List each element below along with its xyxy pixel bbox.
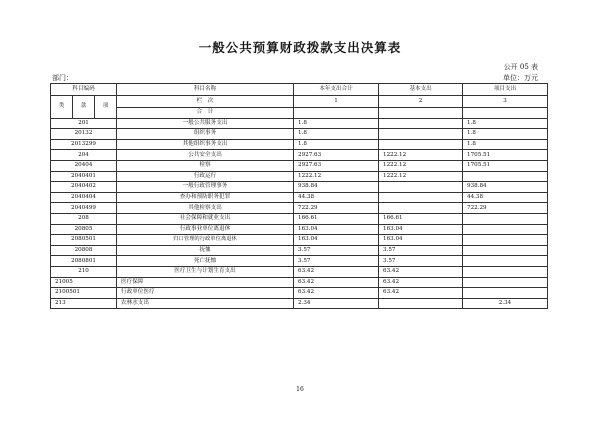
row-total: 44.38 — [294, 192, 379, 203]
header-col3: 3 — [463, 96, 548, 108]
row-total: 1.8 — [294, 129, 379, 140]
row-project — [463, 277, 548, 288]
table-row — [51, 150, 548, 161]
expenditure-table — [50, 83, 548, 309]
row-name: 其他检察支出 — [117, 203, 294, 214]
row-total: 3.57 — [294, 256, 379, 267]
row-basic: 163.04 — [379, 235, 463, 246]
header-heji: 合 计 — [117, 108, 294, 119]
row-name: 医疗卫生与计划生育支出 — [117, 266, 294, 277]
row-project — [463, 213, 548, 224]
header-basic: 基本支出 — [379, 84, 463, 96]
table-row — [51, 171, 548, 182]
row-total: 1222.12 — [294, 171, 379, 182]
page-title: 一般公共预算财政拨款支出决算表 — [198, 40, 402, 55]
table-row — [51, 235, 548, 246]
row-basic — [379, 192, 463, 203]
row-project: 44.38 — [463, 192, 548, 203]
table-row — [51, 266, 548, 277]
row-name: 行政运行 — [117, 171, 294, 182]
header-xiang: 项 — [95, 96, 117, 119]
page-number: 16 — [296, 386, 304, 393]
header-project: 项目支出 — [463, 84, 548, 96]
table-row — [51, 139, 548, 150]
row-name: 公共安全支出 — [117, 150, 294, 161]
row-project — [463, 245, 548, 256]
row-project: 722.29 — [463, 203, 548, 214]
row-project: 1.8 — [463, 129, 548, 140]
row-total: 163.04 — [294, 224, 379, 235]
row-code: 213 — [51, 298, 117, 309]
row-code: 2080501 — [51, 235, 117, 246]
row-basic — [379, 182, 463, 193]
row-code: 2100501 — [51, 288, 117, 299]
row-code: 201 — [51, 118, 117, 129]
table-row — [51, 182, 548, 193]
row-project: 1.8 — [463, 139, 548, 150]
row-total: 163.04 — [294, 235, 379, 246]
row-total: 1.8 — [294, 118, 379, 129]
row-name: 组织事务 — [117, 129, 294, 140]
row-project: 938.84 — [463, 182, 548, 193]
row-project — [463, 266, 548, 277]
row-basic — [379, 298, 463, 309]
row-basic: 163.04 — [379, 224, 463, 235]
row-total: 722.29 — [294, 203, 379, 214]
row-total: 3.57 — [294, 245, 379, 256]
row-project: 1705.51 — [463, 160, 548, 171]
table-row — [51, 203, 548, 214]
table-row — [51, 224, 548, 235]
row-total: 1.8 — [294, 139, 379, 150]
table-row — [51, 256, 548, 267]
row-code: 20805 — [51, 224, 117, 235]
row-code: 20808 — [51, 245, 117, 256]
header-total: 本年支出合计 — [294, 84, 379, 96]
unit-label: 单位：万元 — [503, 74, 538, 82]
row-basic — [379, 203, 463, 214]
row-code: 210 — [51, 266, 117, 277]
row-basic: 63.42 — [379, 277, 463, 288]
row-total: 2.34 — [294, 298, 379, 309]
row-project — [463, 171, 548, 182]
row-code: 2013299 — [51, 139, 117, 150]
row-code: 21005 — [51, 277, 117, 288]
table-row — [51, 245, 548, 256]
header-kuan: 款 — [73, 96, 95, 119]
table-row — [51, 129, 548, 140]
row-name: 检察 — [117, 160, 294, 171]
header-lanci: 栏 次 — [117, 96, 294, 108]
row-basic: 63.42 — [379, 288, 463, 299]
row-code: 208 — [51, 213, 117, 224]
row-total: 938.84 — [294, 182, 379, 193]
row-code: 2040401 — [51, 171, 117, 182]
row-code: 2040499 — [51, 203, 117, 214]
row-basic — [379, 118, 463, 129]
header-lei: 类 — [51, 96, 73, 119]
row-basic: 1222.12 — [379, 171, 463, 182]
row-project: 2.34 — [463, 298, 548, 309]
row-name: 行政单位医疗 — [117, 288, 294, 299]
row-basic — [379, 139, 463, 150]
row-code: 20132 — [51, 129, 117, 140]
row-code: 20404 — [51, 160, 117, 171]
row-code: 204 — [51, 150, 117, 161]
row-basic: 3.57 — [379, 245, 463, 256]
header-subject-code: 科目编码 — [51, 84, 117, 96]
row-project — [463, 256, 548, 267]
row-name: 农林水支出 — [117, 298, 294, 309]
row-total: 63.42 — [294, 266, 379, 277]
row-code: 2080801 — [51, 256, 117, 267]
row-total: 63.42 — [294, 288, 379, 299]
header-col1: 1 — [294, 96, 379, 108]
row-name: 医疗保障 — [117, 277, 294, 288]
row-total: 63.42 — [294, 277, 379, 288]
table-row — [51, 213, 548, 224]
row-project — [463, 288, 548, 299]
table-row — [51, 192, 548, 203]
row-name: 查办和预防职务犯罪 — [117, 192, 294, 203]
row-project: 1705.51 — [463, 150, 548, 161]
table-row — [51, 298, 548, 309]
table-row — [51, 288, 548, 299]
row-code: 2040402 — [51, 182, 117, 193]
row-basic — [379, 129, 463, 140]
row-basic: 3.57 — [379, 256, 463, 267]
table-row — [51, 160, 548, 171]
row-total: 2927.63 — [294, 160, 379, 171]
header-col2: 2 — [379, 96, 463, 108]
row-total: 166.61 — [294, 213, 379, 224]
row-name: 其他组织事务支出 — [117, 139, 294, 150]
row-name: 归口管理的行政单位离退休 — [117, 235, 294, 246]
header-subject-name: 科目名称 — [117, 84, 294, 96]
row-code: 2040404 — [51, 192, 117, 203]
row-name: 一般公共服务支出 — [117, 118, 294, 129]
row-name: 一般行政管理事务 — [117, 182, 294, 193]
row-basic: 1222.12 — [379, 160, 463, 171]
row-project — [463, 235, 548, 246]
department-label: 部门： — [52, 74, 73, 82]
row-basic: 63.42 — [379, 266, 463, 277]
row-name: 行政事业单位离退休 — [117, 224, 294, 235]
row-project — [463, 224, 548, 235]
row-name: 社会保障和就业支出 — [117, 213, 294, 224]
table-row — [51, 118, 548, 129]
table-row — [51, 277, 548, 288]
row-project: 1.8 — [463, 118, 548, 129]
row-total: 2927.63 — [294, 150, 379, 161]
row-basic: 166.61 — [379, 213, 463, 224]
row-basic: 1222.12 — [379, 150, 463, 161]
form-number: 公开 05 表 — [503, 63, 538, 71]
row-name: 死亡抚恤 — [117, 256, 294, 267]
row-name: 抚恤 — [117, 245, 294, 256]
